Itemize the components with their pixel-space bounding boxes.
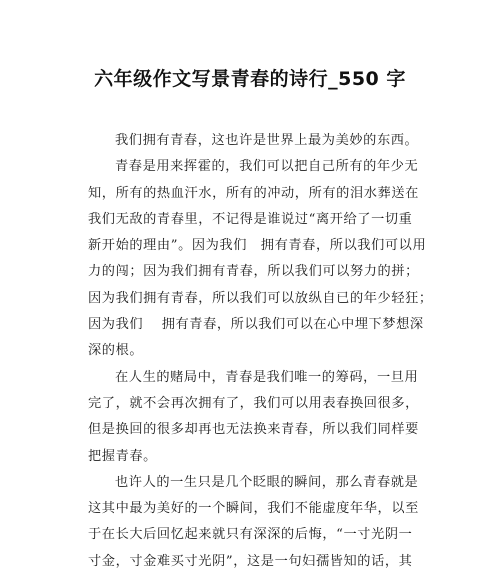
text-line: 把握青春。 [88,448,157,464]
text-line: 完了，就不会再次拥有了，我们可以用表春换回很多， [88,395,419,411]
text-line: 深的根。 [88,343,144,359]
text-line: 在人生的赌局中，青春是我们唯一的筹码，一旦用 [115,369,419,385]
text-line: 因为我们 拥有青春，所以我们可以在心中埋下梦想深 [88,317,424,333]
text-line: 我们拥有青春，这也许是世界上最为美妙的东西。 [115,133,419,148]
text-line: 因为我们拥有青春，所以我们可以放纵自已的年少轻狂； [88,290,433,306]
text-line: 寸金，寸金难买寸光阴”，这是一句妇孺皆知的话，其 [88,553,413,569]
text-line: 新开始的理由”。因为我们 拥有青春，所以我们可以用 [88,238,427,254]
text-line: 这其中最为美好的一个瞬间，我们不能虚度年华，以至 [88,501,419,517]
text-line: 但是换回的很多却再也无法换来青春，所以我们同样要 [88,422,419,438]
text-line: 青春是用来挥霍的，我们可以把自己所有的年少无 [115,159,419,175]
text-line: 力的闯；因为我们拥有青春，所以我们可以努力的拼； [88,264,419,280]
text-line: 知，所有的热血汗水，所有的冲动，所有的泪水葬送在 [88,185,419,201]
document-body [88,128,433,575]
document-title: 六年级作文写景青春的诗行_550 字 [94,68,406,90]
text-line: 于在长大后回忆起来就只有深深的后悔，“一寸光阴一 [88,527,413,543]
text-line: 也许人的一生只是几个眨眼的瞬间，那么青春就是 [115,474,419,490]
text-line: 我们无敌的青春里，不记得是谁说过“离开给了一切重 [88,211,413,227]
